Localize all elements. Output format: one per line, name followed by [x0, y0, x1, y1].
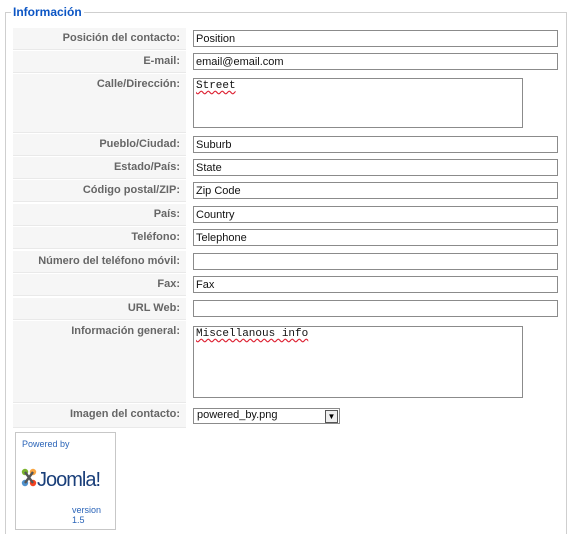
suburb-label: Pueblo/Ciudad: [13, 134, 186, 156]
joomla-logo-icon [20, 467, 38, 489]
row-webpage [13, 298, 564, 320]
postcode-label: Código postal/ZIP: [13, 180, 186, 202]
contact-image-preview [15, 432, 116, 530]
webpage-label: URL Web: [13, 298, 186, 320]
webpage-input[interactable] [193, 300, 558, 317]
mobile-label: Número del teléfono móvil: [13, 251, 186, 273]
logo-powered-text: Powered by [22, 439, 70, 449]
state-label: Estado/País: [13, 157, 186, 179]
telephone-input[interactable] [193, 229, 558, 246]
row-suburb [13, 134, 564, 156]
row-mobile [13, 251, 564, 273]
suburb-input[interactable] [193, 136, 558, 153]
email-label: E-mail: [13, 51, 186, 73]
country-label: País: [13, 204, 186, 226]
misc-textarea[interactable] [193, 326, 523, 398]
image-label: Imagen del contacto: [13, 404, 186, 428]
logo-name: Joomla! [37, 469, 101, 491]
fax-label: Fax: [13, 274, 186, 296]
country-input[interactable] [193, 206, 558, 223]
mobile-input[interactable] [193, 253, 558, 270]
chevron-down-icon[interactable]: ▼ [325, 410, 338, 423]
row-fax [13, 274, 564, 296]
row-street [13, 74, 564, 133]
telephone-label: Teléfono: [13, 227, 186, 249]
row-email [13, 51, 564, 73]
state-input[interactable] [193, 159, 558, 176]
street-label: Calle/Dirección: [13, 74, 186, 133]
row-misc [13, 321, 564, 403]
row-state [13, 157, 564, 179]
email-input[interactable] [193, 53, 558, 70]
postcode-input[interactable] [193, 182, 558, 199]
fax-input[interactable] [193, 276, 558, 293]
row-country [13, 204, 564, 226]
row-postcode [13, 180, 564, 202]
position-label: Posición del contacto: [13, 28, 186, 50]
position-input[interactable] [193, 30, 558, 47]
row-telephone [13, 227, 564, 249]
logo-version: version 1.5 [72, 505, 102, 525]
street-textarea[interactable] [193, 78, 523, 128]
image-select[interactable] [193, 408, 340, 424]
misc-label: Información general: [13, 321, 186, 403]
row-image [13, 404, 564, 428]
row-position [13, 28, 564, 50]
image-select-value: powered_by.png [197, 409, 278, 421]
fieldset-legend: Información [13, 5, 82, 19]
